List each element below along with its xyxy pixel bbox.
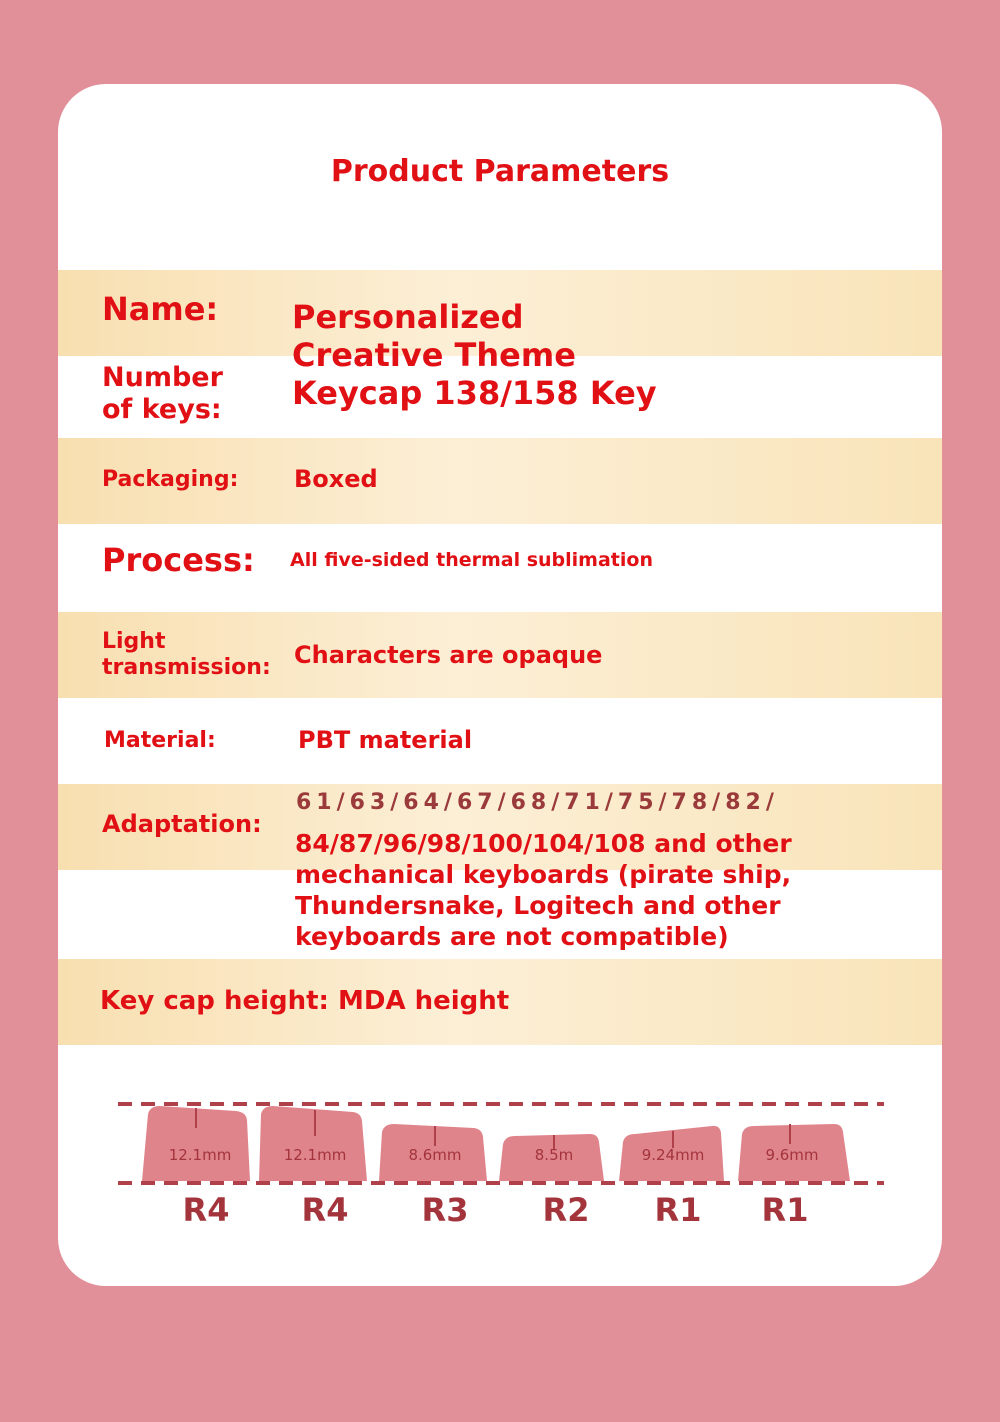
- adaptation-line-2: mechanical keyboards (pirate ship,: [295, 860, 792, 889]
- name-value-line-2: Creative Theme: [292, 336, 576, 374]
- name-label: Name:: [102, 290, 219, 328]
- adaptation-label: Adaptation:: [102, 810, 262, 838]
- keycap-1-height: 12.1mm: [168, 1146, 232, 1164]
- page-title: Product Parameters: [330, 154, 670, 189]
- material-label: Material:: [104, 728, 216, 753]
- packaging-label: Packaging:: [102, 467, 239, 492]
- keycap-5-height: 9.24mm: [641, 1146, 705, 1164]
- keycap-4-height: 8.5m: [534, 1146, 574, 1164]
- keycap-profile-diagram: [58, 84, 942, 1286]
- keycap-2-row: R4: [301, 1191, 349, 1229]
- light-value: Characters are opaque: [294, 641, 603, 669]
- keycap-1: [142, 1106, 250, 1229]
- keycap-3-height: 8.6mm: [408, 1146, 462, 1164]
- keycap-4-row: R2: [542, 1191, 590, 1229]
- name-value-line-3: Keycap 138/158 Key: [292, 374, 657, 412]
- keycap-5: [619, 1126, 724, 1229]
- keycap-6-height: 9.6mm: [765, 1146, 819, 1164]
- adaptation-line-1: 84/87/96/98/100/104/108 and other: [295, 829, 792, 858]
- keys-label-line-2: of keys:: [102, 394, 222, 425]
- keycap-height-text: Key cap height: MDA height: [100, 986, 510, 1016]
- keycap-5-row: R1: [654, 1191, 702, 1229]
- keycap-2-height: 12.1mm: [283, 1146, 347, 1164]
- name-value-line-1: Personalized: [292, 298, 524, 336]
- keycap-6-row: R1: [761, 1191, 809, 1229]
- keycap-2: [259, 1106, 367, 1229]
- process-label: Process:: [102, 541, 255, 579]
- light-label-line-2: transmission:: [102, 655, 271, 680]
- adaptation-line-3: Thundersnake, Logitech and other: [295, 891, 781, 920]
- process-value: All five-sided thermal sublimation: [290, 549, 653, 571]
- keycap-6: [738, 1124, 850, 1229]
- packaging-value: Boxed: [294, 465, 378, 493]
- adaptation-models-line: 61/63/64/67/68/71/75/78/82/: [296, 790, 779, 815]
- parameters-card: [58, 84, 942, 1286]
- keycap-1-row: R4: [182, 1191, 230, 1229]
- keycap-3: [379, 1124, 487, 1229]
- adaptation-line-4: keyboards are not compatible): [295, 922, 729, 951]
- keycap-3-row: R3: [421, 1191, 469, 1229]
- light-label-line-1: Light: [102, 629, 166, 654]
- material-value: PBT material: [298, 726, 473, 754]
- keys-label-line-1: Number: [102, 362, 223, 393]
